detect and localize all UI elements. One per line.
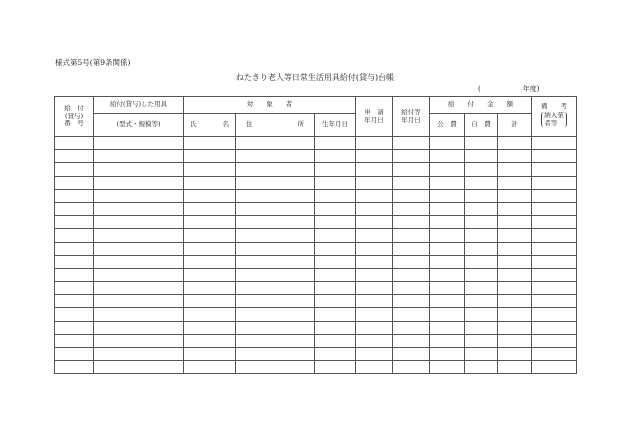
header-item-bottom: (型式・規模等) — [94, 114, 184, 137]
blank-cell — [430, 334, 465, 347]
blank-cell — [94, 348, 184, 361]
blank-cell — [184, 137, 236, 150]
blank-cell — [55, 334, 94, 347]
blank-cell — [430, 216, 465, 229]
table-row — [55, 150, 577, 163]
table-row — [55, 242, 577, 255]
blank-cell — [55, 268, 94, 281]
year-label: 年度) — [522, 85, 540, 93]
blank-cell — [55, 282, 94, 295]
blank-cell — [315, 242, 356, 255]
blank-cell — [430, 176, 465, 189]
blank-cell — [315, 176, 356, 189]
blank-cell — [236, 268, 315, 281]
blank-cell — [356, 334, 393, 347]
blank-cell — [94, 295, 184, 308]
blank-cell — [184, 229, 236, 242]
blank-cell — [465, 334, 498, 347]
remarks-bracket: 納入業 者等 — [541, 112, 567, 128]
blank-cell — [315, 295, 356, 308]
blank-cell — [236, 295, 315, 308]
header-remarks: 備 考 納入業 者等 — [532, 97, 577, 137]
blank-cell — [356, 150, 393, 163]
table-row — [55, 348, 577, 361]
blank-cell — [94, 176, 184, 189]
blank-cell — [356, 268, 393, 281]
blank-cell — [465, 137, 498, 150]
header-subject-birth: 生年月日 — [315, 114, 356, 137]
blank-cell — [94, 321, 184, 334]
header-number: 給 付 (貸与) 番 号 — [55, 97, 94, 137]
blank-cell — [465, 361, 498, 374]
blank-cell — [498, 202, 532, 215]
blank-cell — [532, 361, 577, 374]
blank-cell — [94, 216, 184, 229]
blank-cell — [94, 137, 184, 150]
table-row — [55, 268, 577, 281]
blank-cell — [532, 348, 577, 361]
blank-cell — [236, 229, 315, 242]
blank-cell — [55, 255, 94, 268]
blank-cell — [315, 334, 356, 347]
blank-cell — [532, 308, 577, 321]
blank-cell — [393, 268, 430, 281]
blank-cell — [430, 295, 465, 308]
blank-cell — [184, 308, 236, 321]
blank-cell — [94, 361, 184, 374]
blank-cell — [94, 268, 184, 281]
blank-cell — [315, 137, 356, 150]
blank-cell — [315, 361, 356, 374]
blank-cell — [315, 321, 356, 334]
blank-cell — [498, 282, 532, 295]
header-subject-address: 住 所 — [236, 114, 315, 137]
blank-cell — [356, 295, 393, 308]
blank-cell — [532, 137, 577, 150]
blank-cell — [356, 255, 393, 268]
blank-cell — [184, 216, 236, 229]
blank-cell — [393, 216, 430, 229]
header-application: 申 請 年月日 — [356, 97, 393, 137]
fiscal-year — [478, 84, 539, 94]
header-amount-total: 計 — [498, 114, 532, 137]
blank-cell — [236, 308, 315, 321]
blank-cell — [498, 348, 532, 361]
blank-cell — [465, 229, 498, 242]
blank-cell — [55, 176, 94, 189]
blank-cell — [498, 308, 532, 321]
blank-cell — [184, 202, 236, 215]
table-row — [55, 216, 577, 229]
blank-cell — [356, 202, 393, 215]
blank-cell — [393, 202, 430, 215]
blank-cell — [184, 282, 236, 295]
table-row — [55, 334, 577, 347]
blank-cell — [184, 150, 236, 163]
blank-cell — [55, 242, 94, 255]
blank-cell — [55, 348, 94, 361]
blank-cell — [498, 137, 532, 150]
blank-cell — [356, 308, 393, 321]
blank-cell — [94, 282, 184, 295]
blank-cell — [236, 216, 315, 229]
blank-cell — [465, 321, 498, 334]
blank-cell — [393, 282, 430, 295]
blank-cell — [465, 295, 498, 308]
blank-cell — [465, 282, 498, 295]
table-row — [55, 229, 577, 242]
blank-cell — [236, 176, 315, 189]
blank-cell — [393, 189, 430, 202]
blank-cell — [356, 348, 393, 361]
header-amount-public: 公 費 — [430, 114, 465, 137]
blank-cell — [465, 255, 498, 268]
table-row — [55, 176, 577, 189]
form-number: 様式第5号(第9条関係) — [55, 58, 131, 67]
blank-cell — [236, 361, 315, 374]
blank-cell — [184, 255, 236, 268]
blank-cell — [430, 268, 465, 281]
blank-cell — [236, 163, 315, 176]
blank-cell — [356, 361, 393, 374]
ledger-title: ねたきり老人等日常生活用具給付(貸与)台帳 — [235, 73, 395, 82]
blank-cell — [393, 176, 430, 189]
blank-cell — [94, 242, 184, 255]
blank-cell — [236, 334, 315, 347]
blank-cell — [55, 361, 94, 374]
table-row — [55, 361, 577, 374]
blank-cell — [55, 216, 94, 229]
blank-cell — [94, 150, 184, 163]
blank-cell — [236, 189, 315, 202]
table-row — [55, 163, 577, 176]
blank-cell — [532, 176, 577, 189]
blank-cell — [393, 361, 430, 374]
blank-cell — [356, 163, 393, 176]
blank-cell — [393, 321, 430, 334]
blank-cell — [94, 229, 184, 242]
blank-cell — [532, 321, 577, 334]
blank-cell — [356, 137, 393, 150]
blank-cell — [315, 163, 356, 176]
blank-cell — [315, 189, 356, 202]
blank-cell — [532, 189, 577, 202]
blank-cell — [532, 216, 577, 229]
blank-cell — [184, 348, 236, 361]
blank-cell — [315, 308, 356, 321]
blank-cell — [55, 163, 94, 176]
blank-cell — [465, 348, 498, 361]
blank-cell — [498, 321, 532, 334]
blank-cell — [356, 242, 393, 255]
table-row — [55, 189, 577, 202]
blank-cell — [236, 282, 315, 295]
blank-cell — [498, 255, 532, 268]
blank-cell — [356, 216, 393, 229]
blank-cell — [532, 163, 577, 176]
year-open: ( — [478, 85, 481, 93]
blank-cell — [55, 308, 94, 321]
blank-cell — [465, 216, 498, 229]
blank-cell — [430, 229, 465, 242]
blank-cell — [393, 308, 430, 321]
blank-cell — [430, 282, 465, 295]
blank-cell — [315, 202, 356, 215]
header-subject: 対 象 者 — [184, 97, 356, 114]
blank-cell — [55, 202, 94, 215]
blank-cell — [498, 268, 532, 281]
blank-cell — [532, 150, 577, 163]
blank-cell — [430, 321, 465, 334]
blank-cell — [465, 268, 498, 281]
table-row — [55, 295, 577, 308]
blank-cell — [430, 242, 465, 255]
blank-cell — [356, 282, 393, 295]
blank-cell — [356, 321, 393, 334]
blank-cell — [430, 150, 465, 163]
blank-cell — [393, 150, 430, 163]
blank-cell — [55, 137, 94, 150]
blank-cell — [55, 229, 94, 242]
blank-cell — [498, 150, 532, 163]
blank-cell — [184, 163, 236, 176]
blank-cell — [465, 189, 498, 202]
blank-cell — [393, 229, 430, 242]
blank-cell — [532, 255, 577, 268]
blank-cell — [498, 176, 532, 189]
blank-cell — [184, 295, 236, 308]
blank-cell — [184, 189, 236, 202]
blank-cell — [236, 137, 315, 150]
blank-cell — [356, 176, 393, 189]
table-row — [55, 282, 577, 295]
blank-cell — [94, 308, 184, 321]
blank-cell — [532, 334, 577, 347]
table-row — [55, 321, 577, 334]
blank-cell — [465, 163, 498, 176]
table-row — [55, 137, 577, 150]
blank-cell — [184, 176, 236, 189]
blank-cell — [430, 137, 465, 150]
blank-cell — [393, 334, 430, 347]
blank-cell — [498, 334, 532, 347]
blank-cell — [532, 268, 577, 281]
blank-cell — [430, 202, 465, 215]
blank-cell — [184, 268, 236, 281]
blank-cell — [498, 295, 532, 308]
blank-cell — [498, 216, 532, 229]
ledger-table — [54, 96, 577, 374]
blank-cell — [236, 150, 315, 163]
blank-cell — [315, 150, 356, 163]
blank-cell — [184, 361, 236, 374]
blank-cell — [236, 321, 315, 334]
blank-cell — [236, 242, 315, 255]
blank-cell — [498, 163, 532, 176]
table-row — [55, 255, 577, 268]
blank-cell — [356, 189, 393, 202]
blank-cell — [532, 295, 577, 308]
blank-cell — [315, 229, 356, 242]
blank-cell — [465, 308, 498, 321]
blank-cell — [393, 163, 430, 176]
header-subject-name: 氏 名 — [184, 114, 236, 137]
blank-cell — [393, 137, 430, 150]
blank-cell — [94, 202, 184, 215]
blank-cell — [55, 295, 94, 308]
blank-cell — [184, 321, 236, 334]
blank-cell — [315, 348, 356, 361]
blank-cell — [184, 242, 236, 255]
blank-cell — [315, 268, 356, 281]
blank-cell — [55, 321, 94, 334]
blank-cell — [430, 255, 465, 268]
blank-cell — [315, 216, 356, 229]
blank-cell — [356, 229, 393, 242]
blank-cell — [236, 255, 315, 268]
blank-cell — [430, 348, 465, 361]
header-item-top: 給付(貸与)した用具 — [94, 97, 184, 114]
blank-cell — [55, 150, 94, 163]
blank-cell — [315, 255, 356, 268]
header-grant-date: 給付等 年月日 — [393, 97, 430, 137]
blank-cell — [465, 176, 498, 189]
blank-cell — [532, 202, 577, 215]
blank-cell — [393, 295, 430, 308]
blank-cell — [393, 255, 430, 268]
blank-cell — [498, 242, 532, 255]
blank-cell — [532, 229, 577, 242]
blank-cell — [532, 282, 577, 295]
blank-cell — [465, 202, 498, 215]
blank-cell — [430, 189, 465, 202]
blank-cell — [236, 348, 315, 361]
blank-cell — [430, 163, 465, 176]
blank-cell — [532, 242, 577, 255]
blank-cell — [315, 282, 356, 295]
table-row — [55, 308, 577, 321]
blank-cell — [498, 189, 532, 202]
blank-cell — [498, 361, 532, 374]
blank-cell — [236, 202, 315, 215]
blank-cell — [465, 242, 498, 255]
blank-cell — [465, 150, 498, 163]
blank-cell — [94, 189, 184, 202]
blank-cell — [55, 189, 94, 202]
blank-cell — [430, 361, 465, 374]
blank-cell — [94, 255, 184, 268]
blank-cell — [393, 242, 430, 255]
blank-cell — [94, 334, 184, 347]
blank-cell — [184, 334, 236, 347]
blank-cell — [393, 348, 430, 361]
header-amount-self: 自 費 — [465, 114, 498, 137]
blank-cell — [94, 163, 184, 176]
blank-cell — [498, 229, 532, 242]
header-amount: 給 付 金 額 — [430, 97, 532, 114]
blank-cell — [430, 308, 465, 321]
table-row — [55, 202, 577, 215]
